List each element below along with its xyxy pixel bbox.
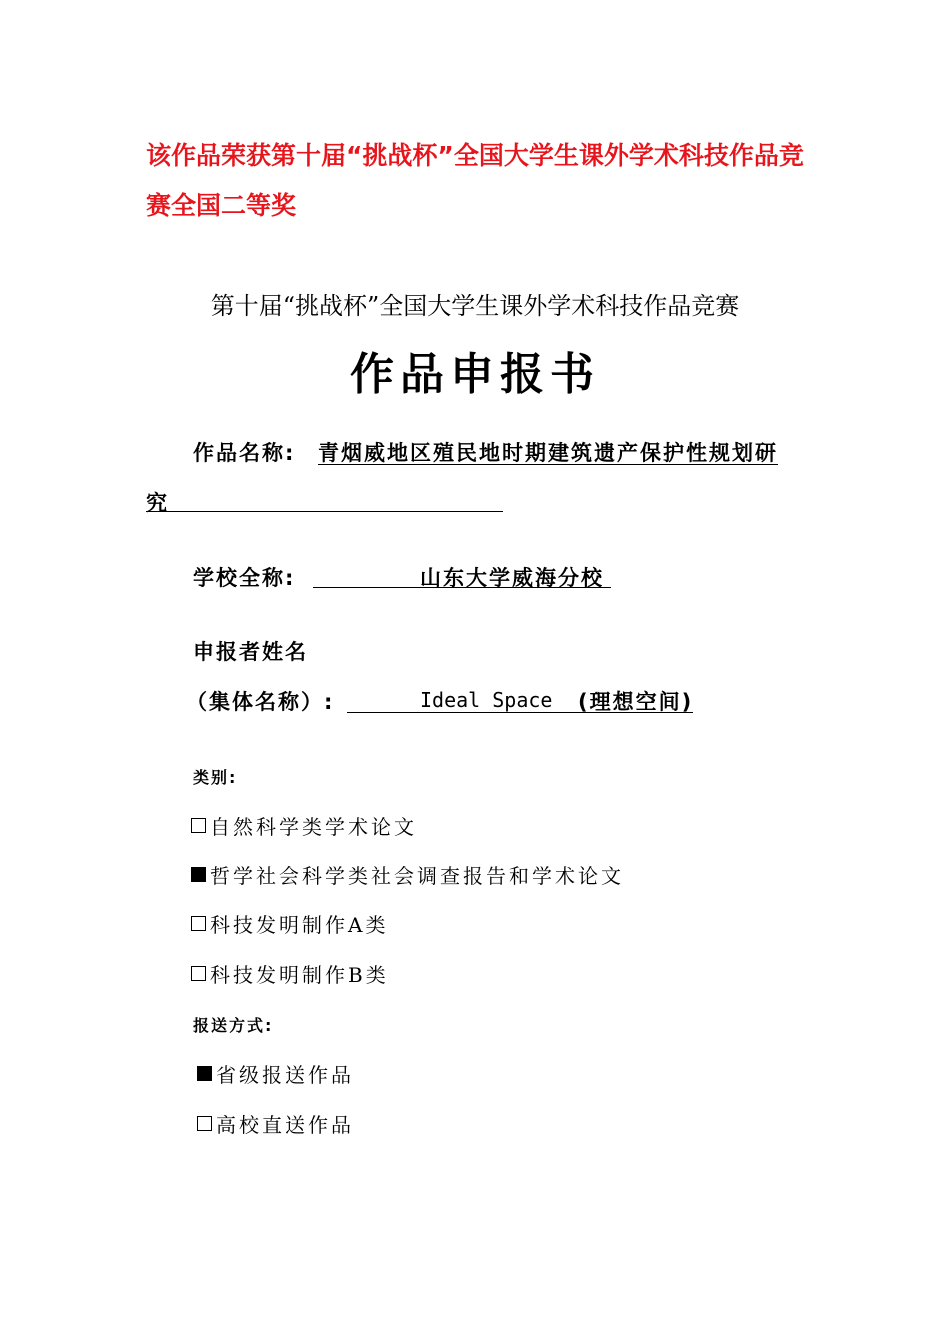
delivery-option-university: [197, 1109, 354, 1138]
delivery-label: 报送方式:: [193, 1016, 274, 1035]
school-underline: [313, 587, 611, 588]
work-name-value-line-2: 究: [146, 491, 169, 515]
checkbox-unchecked-icon: [191, 966, 206, 981]
category-option-natural-science: [191, 811, 417, 840]
applicant-label-line-2: （集体名称）:: [186, 690, 335, 714]
work-name-value-line-1: 青烟威地区殖民地时期建筑遗产保护性规划研: [318, 441, 778, 465]
category-option-label: 哲学社会科学类社会调查报告和学术论文: [210, 864, 624, 888]
checkbox-checked-icon: [197, 1066, 212, 1081]
category-option-invention-a: [191, 909, 388, 938]
category-option-label: 自然科学类学术论文: [210, 815, 417, 839]
applicant-value-cn: (理想空间): [578, 690, 694, 714]
document-title: 作品申报书: [350, 349, 600, 400]
checkbox-unchecked-icon: [191, 916, 206, 931]
delivery-option-label: 高校直送作品: [216, 1113, 354, 1137]
checkbox-unchecked-icon: [197, 1116, 212, 1131]
category-option-label: 科技发明制作B类: [210, 963, 389, 987]
award-line-1: 该作品荣获第十届“挑战杯”全国大学生课外学术科技作品竞: [146, 141, 804, 170]
school-label: 学校全称:: [193, 566, 296, 590]
category-label: 类别:: [193, 768, 238, 787]
delivery-option-label: 省级报送作品: [216, 1063, 354, 1087]
applicant-value-en: Ideal Space: [420, 688, 553, 712]
category-option-social-science: [191, 860, 624, 889]
delivery-option-provincial: [197, 1059, 354, 1088]
work-name-underline: [146, 511, 503, 512]
checkbox-checked-icon: [191, 867, 206, 882]
checkbox-unchecked-icon: [191, 818, 206, 833]
applicant-label-line-1: 申报者姓名: [193, 640, 308, 664]
competition-name: 第十届“挑战杯”全国大学生课外学术科技作品竞赛: [210, 292, 740, 320]
category-option-invention-b: [191, 959, 389, 988]
applicant-underline: [347, 712, 693, 713]
work-name-label: 作品名称:: [193, 441, 296, 465]
category-option-label: 科技发明制作A类: [210, 913, 389, 937]
award-line-2: 赛全国二等奖: [146, 191, 297, 220]
school-value: 山东大学威海分校: [420, 566, 604, 590]
